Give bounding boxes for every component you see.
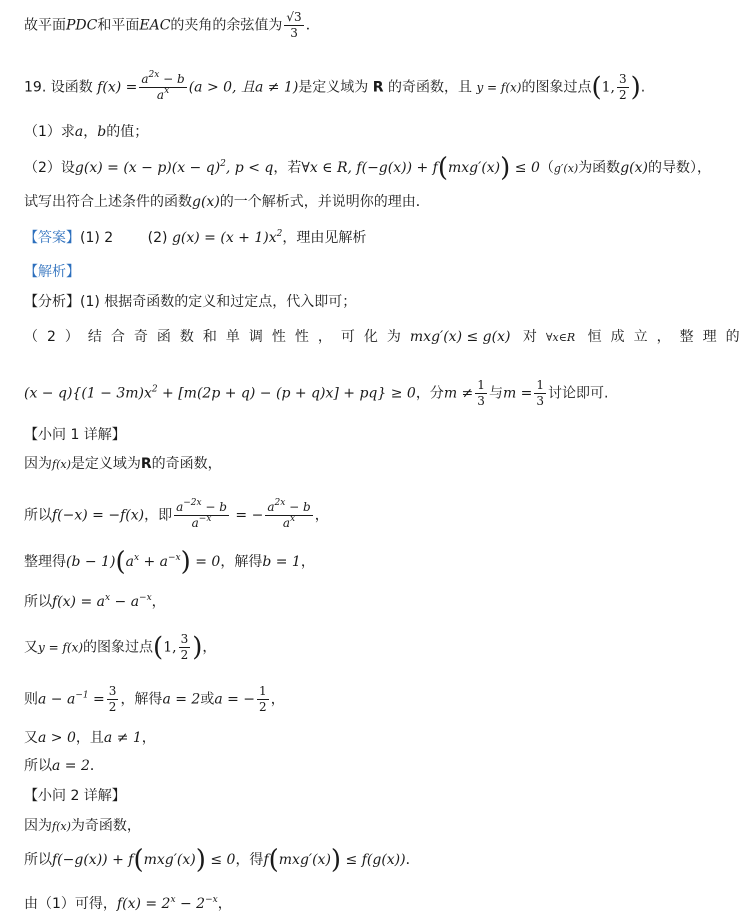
- part-1: （1）求a，b的值；: [24, 124, 149, 140]
- analysis-tag: 【解析】: [24, 264, 80, 280]
- math: y = f(x): [476, 80, 522, 95]
- text: 故平面: [24, 17, 66, 34]
- text: ．: [305, 17, 320, 34]
- sub1-line-4: 所以$f(x) = a^x - a^{-x}$，: [24, 593, 166, 610]
- math: (a > 0, 且a ≠ 1): [188, 79, 299, 96]
- fenxi-line-2: （2）结合奇函数和单调性性，可化为mxg′(x) ≤ g(x) 对∀x∈R 恒成立，整理的: [24, 329, 749, 345]
- fraction: $\frac{√3}{3}$: [286, 10, 302, 40]
- sub1-line-6: 则$a - a^{-1}$ = $\frac{3}{2}$ ，解得a = 2或a = − $\frac{1}{2}$ ，: [24, 684, 285, 714]
- sub1-tag: 【小问 1 详解】: [24, 427, 126, 443]
- sub2-line-3: 由（1）可得，$f(x) = 2^x - 2^{-x}$，: [24, 895, 232, 912]
- part-2-cont: 试写出符合上述条件的函数g(x)的一个解析式，并说明你的理由．: [24, 194, 430, 210]
- math: PDC: [66, 17, 98, 34]
- text: 和平面: [97, 17, 140, 34]
- answer-tag: 【答案】: [24, 230, 80, 246]
- part-2: （2）设$g(x) = (x - p)(x - q)^2$, p < q，若∀x ∈ R, f(−g(x)) + f(mxg′(x)) ≤ 0（g′(x)为函数g(x)的导数），: [24, 153, 711, 183]
- question-number: 19.: [24, 79, 47, 96]
- sub1-line-7: 又a > 0，且a ≠ 1，: [24, 730, 156, 746]
- sub1-line-5: 又y = f(x)的图象过点(1, $\frac{3}{2}$ )，: [24, 632, 217, 663]
- sub1-line-3: 整理得$(b - 1)(a^x + a^{-x}) = 0$，解得b = 1，: [24, 547, 315, 577]
- question-19: 19. 设函数 f(x) = $\frac{a^{2x} - b}{a^x}$ (a > 0, 且a ≠ 1)是定义域为 R 的奇函数，且 y = f(x)的图象过点(1, $\frac{3}{2}$ ).: [24, 70, 646, 103]
- sub2-line-2: 所以f(−g(x)) + f(mxg′(x)) ≤ 0，得f(mxg′(x)) ≤ f(g(x))．: [24, 845, 420, 875]
- text: 设函数: [50, 79, 93, 96]
- fenxi-line: 【分析】(1) 根据奇函数的定义和过定点，代入即可；: [24, 294, 357, 310]
- sub1-line-8: 所以a = 2．: [24, 758, 104, 774]
- conclusion-line: [24, 10, 684, 40]
- text: 的夹角的余弦值为: [170, 17, 283, 34]
- analysis-tag-line: [24, 262, 684, 282]
- math: R: [372, 79, 384, 96]
- text: 的图象过点: [521, 79, 592, 96]
- math: f(x) =: [97, 79, 138, 96]
- text: 是定义域为: [298, 79, 369, 96]
- text: 的奇函数，且: [387, 79, 472, 96]
- sub1-line-2: 所以f(−x) = −f(x)，即 $\frac{a^{-2x} - b}{a^{-x}}$ = − $\frac{a^{2x} - b}{a^x}$ ，: [24, 498, 329, 530]
- fenxi-line-3: $(x - q)\{(1 - 3m)x^2 + [m(2p + q) - (p + q)x] + pq\} \ge 0$，分m ≠ $\frac{1}{3}$ 与m = $\frac{1}{3}$ 讨论即可.: [24, 378, 609, 408]
- fraction: $\frac{a^{2x} - b}{a^x}$: [141, 70, 185, 102]
- answer-line: 【答案】(1) 2 (2) $g(x) = (x + 1)x^2$，理由见解析: [24, 229, 367, 246]
- math: EAC: [139, 17, 171, 34]
- sub2-tag: 【小问 2 详解】: [24, 788, 126, 804]
- sub1-line-1: 因为f(x)是定义域为R的奇函数，: [24, 456, 222, 472]
- sub2-line-1: 因为f(x)为奇函数，: [24, 818, 141, 834]
